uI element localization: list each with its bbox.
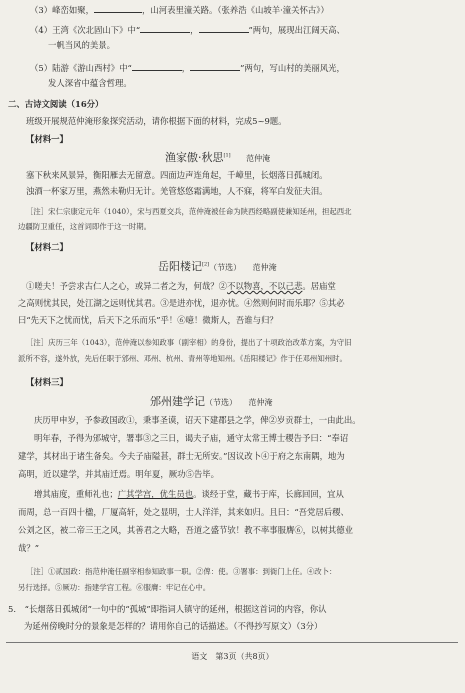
- material1-label: 【材料一】: [26, 134, 68, 144]
- material1-author: 范仲淹: [246, 154, 271, 163]
- q3-text: 峰峦如聚，: [52, 5, 94, 15]
- material2-title: 岳阳楼记: [158, 260, 202, 273]
- q4-comma: ，: [190, 25, 199, 35]
- material3-title-block: [150, 395, 273, 410]
- material3-line-2: 明年春，予得为邠城守，署事③之三日，谒夫子庙，通守太常王博士稷告予曰：“奉诏: [34, 433, 349, 443]
- q5-blank-1[interactable]: [132, 62, 182, 71]
- material1-note-2: 边疆防卫重任，这首词即作于这一时期。: [18, 222, 152, 231]
- material3-p2b: 。谈经于堂，藏书于库，长廊回回，宜从: [193, 489, 344, 499]
- question-5: [8, 604, 327, 615]
- q5-question-line-2: 为延州傍晚时分的景象是怎样的？请用你自己的话描述。（不得抄写原文）（3分）: [24, 621, 323, 631]
- q4-number: （4）: [30, 25, 53, 35]
- material2-underlined-phrase: 不以物喜，不以己悲: [227, 281, 303, 291]
- q3-number: （3）: [30, 5, 53, 15]
- section-heading: 二、古诗文阅读（16分）: [8, 99, 104, 109]
- q4-tail: ”两句，展现出江阔天高、: [248, 25, 345, 35]
- material2-note-2: 派所不容，遂外放，先后任职于邠州、邓州、杭州、青州等地知州。《岳阳楼记》作于任邓州知州时。: [18, 354, 347, 363]
- material2-line-1a: ①嗟夫！予尝求古仁人之心，或异二者之为，何哉？②: [26, 281, 227, 291]
- material1-line-1: 塞下秋来风景异，衡阳雁去无留意。四面边声连角起，千嶂里，长烟落日孤城闭。: [26, 170, 328, 180]
- material3-line-3: 建学，其材出于诸生备矣。今夫子庙隘甚，群士无所安。”因议改卜④于府之东南隅，地为: [18, 451, 345, 461]
- answer-line[interactable]: [6, 642, 458, 643]
- q4-blank-1[interactable]: [140, 24, 190, 33]
- q4-text: 王湾《次北固山下》中“: [52, 25, 141, 35]
- material3-line-4: 高明，近以建学，并其庙迁焉。明年夏，厥功⑤告毕。: [18, 469, 219, 479]
- material1-title-sup: [1]: [223, 152, 231, 159]
- material3-author: 范仲淹: [248, 398, 273, 407]
- material2-title-sup: [2]: [202, 261, 210, 268]
- q3-blank[interactable]: [94, 4, 142, 13]
- material3-underlined-phrase: 广其学宫，优生员也: [117, 489, 194, 499]
- material3-note-1: ［注］①贰国政：指范仲淹任副宰相参知政事一职。②俾：使。③署事：到衙门上任。④改卜：: [26, 567, 337, 576]
- material2-title-tag: （节选）: [209, 263, 242, 272]
- material3-p2-line-1: [34, 489, 344, 500]
- q5-question-line-1: “长烟落日孤城闭”一句中的“孤城”即指词人镇守的延州，根据这首词的内容，你认: [24, 604, 327, 614]
- material1-title: 渔家傲·秋思: [165, 151, 224, 164]
- material2-author: 范仲淹: [252, 263, 277, 272]
- question-3: [30, 4, 329, 16]
- material3-label: 【材料三】: [26, 377, 68, 387]
- material1-note-1: ［注］宋仁宗康定元年（1040），宋与西夏交兵，范仲淹被任命为陕西经略副使兼知延州，担起西北: [26, 207, 352, 216]
- material1-line-2: 浊酒一杯家万里，燕然未勒归无计。羌管悠悠霜满地，人不寐，将军白发征夫泪。: [26, 186, 328, 196]
- q4-blank-2[interactable]: [199, 24, 249, 33]
- q5-number: （5）: [30, 63, 53, 73]
- q5-tail: ”两句，写山村的美丽风光，: [240, 63, 345, 73]
- material3-note-2: 另行选择。⑤厥功：指建学宫工程。⑥服膺：牢记在心中。: [18, 583, 211, 592]
- material2-note-1: ［注］庆历三年（1043），范仲淹以参知政事（副宰相）的身份，提出了十项政治改革方案，为守旧: [26, 338, 352, 347]
- q5-question-number: 5.: [8, 604, 16, 614]
- q5-line-2: 发人深省中蕴含哲理。: [48, 78, 132, 88]
- material3-line-1: 庆历甲申岁，予参政国政①，秉事圣谟，诏天下建郡县之学，俾②岁贡群士，一由此出。: [34, 415, 361, 425]
- q5-blank-2[interactable]: [190, 62, 240, 71]
- material3-title-tag: （节选）: [205, 398, 237, 407]
- question-4: [30, 24, 345, 36]
- material3-p2-line-4: 哉？”: [18, 543, 40, 553]
- material3-title: 邠州建学记: [150, 395, 205, 408]
- material2-line-2: 之高则忧其民，处江湖之远则忧其君。③是进亦忧，退亦忧。④然则何时而乐耶？⑤其必: [18, 298, 345, 308]
- material2-line-1: [26, 281, 336, 292]
- material2-line-1b: 。居庙堂: [302, 281, 336, 291]
- material2-label: 【材料二】: [26, 242, 68, 252]
- q3-tail: ，山河表里潼关路。（张养浩《山坡羊·潼关怀古》）: [141, 5, 329, 15]
- material1-title-block: [165, 151, 270, 166]
- material3-p2a: 增其庙度，重师礼也；: [34, 489, 118, 499]
- page-footer: 语文 第3页（共8页）: [191, 652, 274, 661]
- question-5-fill: [30, 62, 345, 74]
- material2-line-3: 曰“先天下之忧而忧，后天下之乐而乐”乎！⑥噫！微斯人，吾谁与归？: [18, 315, 278, 325]
- material2-title-block: [158, 260, 277, 275]
- material3-p2-line-3: 公刘之区，被二帝三王之风，其善君之大略，吾道之盛节欤！教不率事服膺⑥，以树其德业: [18, 525, 353, 535]
- q5-comma: ，: [181, 63, 191, 73]
- q4-line-2: 一帆当风的美景。: [48, 40, 115, 50]
- section-intro: 班级开展规范仲淹形象探究活动，请你根据下面的材料，完成5~9题。: [26, 116, 287, 126]
- q5-text: 陆游《游山西村》中“: [52, 63, 132, 73]
- material3-p2-line-2: 而周，总一百四十楹，厂厦高轩，处之显明，士人洋洋，其来如归。且曰：“吾党居后稷、: [18, 507, 349, 517]
